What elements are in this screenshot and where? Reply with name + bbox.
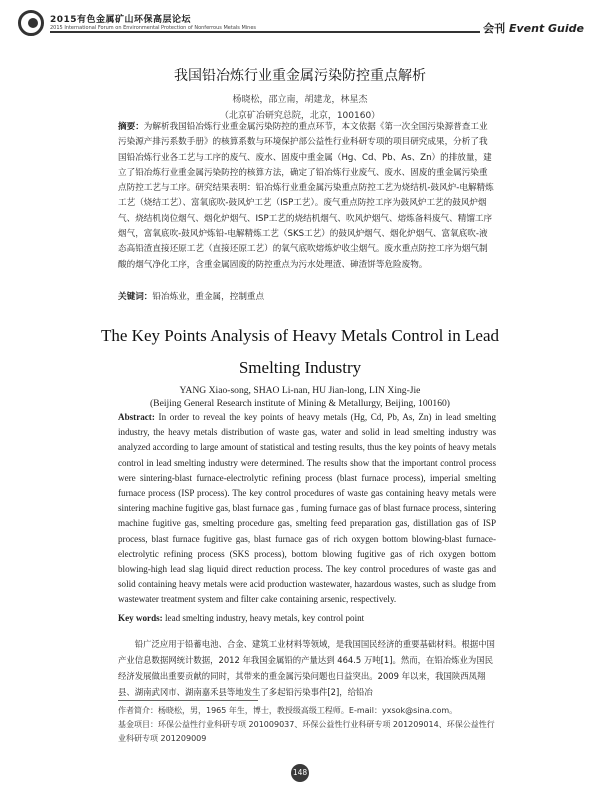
en-title-line1: The Key Points Analysis of Heavy Metals Control in Lead <box>100 326 500 345</box>
page-number: 148 <box>291 764 309 782</box>
body-paragraph: 铅广泛应用于铅蓄电池、合金、建筑工业材料等领域，是我国国民经济的重要基础材料。根据中国产业信息数据网统计数据，2012 年我国金属铅的产量达到 464.5 万吨[1]。然而，在铅冶炼业为国民经济发展做出重要贡献的同时，其带来的重金属污染问题也日益突出。2009 年以来，我国陕西凤翔县、湖南武冈市、湖南嘉禾县等地发生了多起铅污染事件[2]，给铅冶 <box>118 639 495 697</box>
conference-title: 2015有色金属矿山环保高层论坛 <box>50 15 192 25</box>
en-keywords-text: lead smelting industry, heavy metals, key control point <box>165 613 365 623</box>
en-keywords <box>118 611 496 626</box>
footnote-rule <box>118 700 258 701</box>
footnote-fund-label: 基金项目： <box>118 720 158 729</box>
footnote-author-label: 作者简介： <box>118 706 158 715</box>
cn-keywords-label: 关键词： <box>118 292 153 302</box>
cn-keywords <box>118 290 494 305</box>
cn-title: 我国铅冶炼行业重金属污染防控重点解析 <box>174 68 426 84</box>
conference-subtitle: 2015 International Forum on Environmental Protection of Nonferrous Metals Mines <box>50 25 257 31</box>
conference-logo-icon <box>18 10 44 36</box>
footnote-fund <box>118 718 496 746</box>
footnote-author <box>118 704 496 718</box>
cn-keywords-text: 铅冶炼业，重金属，控制重点 <box>152 292 265 302</box>
page-header <box>18 10 584 40</box>
en-abstract <box>118 410 496 608</box>
cn-affiliation: （北京矿冶研究总院，北京，100160） <box>219 111 381 121</box>
en-authors: YANG Xiao-song, SHAO Li-nan, HU Jian-long, LIN Xing-Jie <box>179 385 421 396</box>
footnote-author-text: 杨晓松，男，1965 年生，博士，教授级高级工程师。E-mail：yxsok@sina.com。 <box>158 706 458 715</box>
event-guide-label <box>483 20 584 36</box>
cn-abstract-text: 为解析我国铅冶炼行业重金属污染防控的重点环节，本文依据《第一次全国污染源普查工业污染源产排污系数手册》的核算系数与环境保护部公益性行业科研专项的项目研究成果，分析了我国铅冶炼行业各工艺与工序的废气、废水、固废中重金属（Hg、Cd、Pb、As、Zn）的排放量，建立了铅冶炼行业重金属污染防控的核算方法，确定了铅冶炼行业废气、废水、固废的重金属污染重点防控工艺与工序。研究结果表明：铅冶炼行业重金属污染重点防控工艺为烧结机-鼓风炉-电解精炼工艺（烧结工艺）、富氧底吹-鼓风炉工艺（ISP工艺）。废气重点防控工序为鼓风炉工艺的鼓风炉烟气、烧结机岗位烟气、烟化炉烟气、ISP工艺的烧结机烟气、吹风炉烟气、熔炼备料废气、精馏工序烟气，富氧底吹-鼓风炉炼铅-电解精炼工艺（SKS工艺）的鼓风炉烟气、烟化炉烟气、富氧底吹-液态高铅渣直接还原工艺（直接还原工艺）的氧气底吹熔炼炉收尘烟气。废水重点防控工序为烟气制酸的烟气净化工序，含重金属固废的防控重点为污水处理渣、砷渣饼等危险废物。 <box>118 122 494 270</box>
en-abstract-text: In order to reveal the key points of heavy metals (Hg, Cd, Pb, As, Zn) in lead smelting industry, the heavy metals distribution of waste gas, water and solid in lead smelting industry was analyzed according to large amount of statistical and testing results, thus the key points of heavy metals control in lead smelting industry were determined. The results show that the important control process were sintering-blast furnace-electrolytic refining process (blast furnace process), imperial smelting furnace process (ISP process). The key control procedures of waste gas containing heavy metals were sintering machine fugitive gas, blast furnace gas , fuming furnace gas of blast furnace process, sintering machine fugitive gas, smelting procedure gas, smelting feed preparation gas, distillation gas of ISP process, blast furnace fugitive gas, blast furnace gas of rich oxygen bottom blowing-blast furnace-electrolytic refining process (SKS process), bottom blowing fugitive gas of rich oxygen bottom blowing-high lead slag liquid direct reduction process. The key control procedures of waste gas and solid containing heavy metals were acid production wastewater, hazardous wastes, such as sludge from wastewater treatment system and filter cake containing arsenic, respectively. <box>118 412 497 605</box>
event-guide-en: Event Guide <box>508 22 584 35</box>
en-affiliation: (Beijing General Research institute of Mining & Metallurgy, Beijing, 100160) <box>149 398 450 409</box>
footnote <box>118 704 496 746</box>
cn-abstract <box>118 120 494 273</box>
en-title-line2: Smelting Industry <box>238 358 362 377</box>
en-abstract-label: Abstract: <box>118 412 155 422</box>
event-guide-cn: 会刊 <box>483 22 506 35</box>
cn-authors: 杨晓松，邵立南，胡建龙，林星杰 <box>232 95 368 105</box>
header-rule <box>50 31 480 33</box>
cn-abstract-label: 摘要： <box>118 122 144 132</box>
en-keywords-label: Key words: <box>118 613 163 623</box>
footnote-fund-text: 环保公益性行业科研专项 201009037、环保公益性行业科研专项 201209014、环保公益性行业科研专项 201209009 <box>118 720 495 743</box>
